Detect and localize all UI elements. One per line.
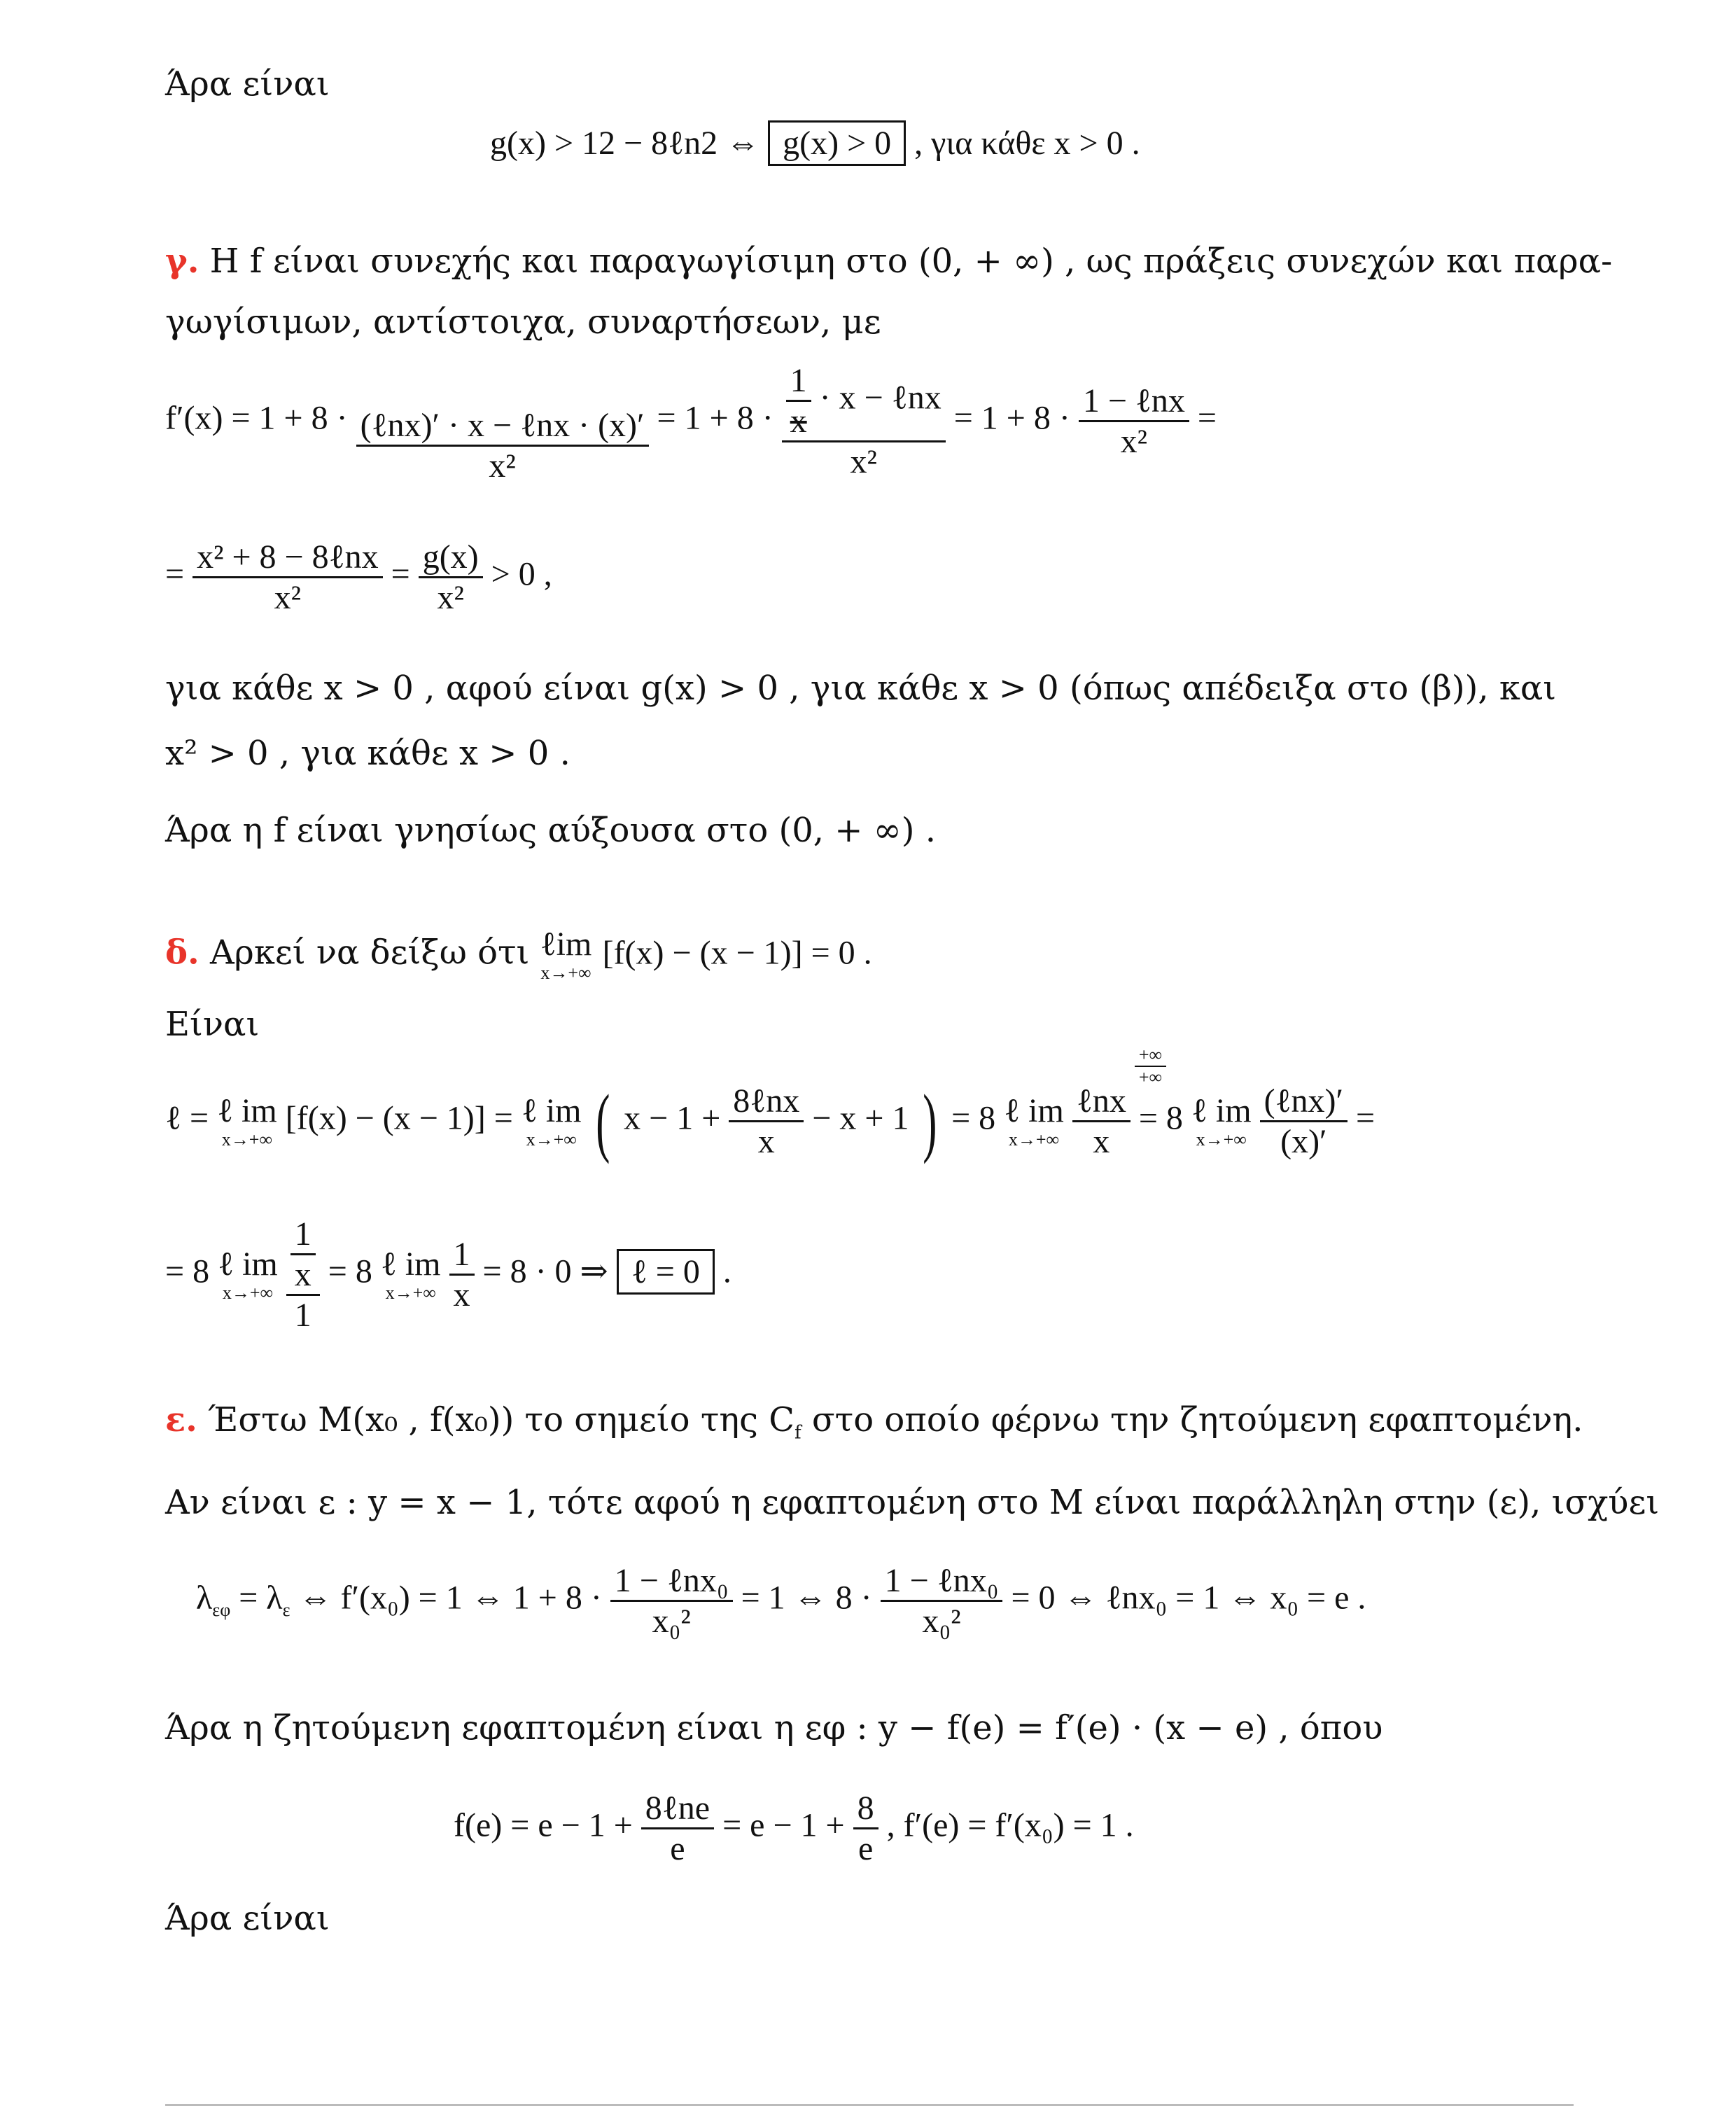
r1-lhopital-eq (1138, 1044, 1163, 1138)
right-paren: ) (923, 1078, 937, 1164)
deriv-frac1-num: (ℓnx)′ · x − ℓnx · (x)′ (356, 406, 649, 447)
lim-sub: x→+∞ (540, 963, 592, 983)
r2-eq: = 8 (328, 1253, 372, 1290)
deriv-lhs: f′(x) = 1 + 8 · (165, 399, 348, 437)
deriv-frac2-inner (786, 361, 811, 440)
formula-tail: , για κάθε x > 0 . (914, 125, 1140, 162)
section-d-line1 (165, 928, 872, 982)
cont-frac1-den: x² (274, 579, 302, 616)
section-e-text1: Έστω M(x₀ , f(x₀)) το σημείο της C (208, 1400, 794, 1439)
r2-frac1-inner (290, 1215, 316, 1294)
section-d-marker: δ. (165, 933, 200, 972)
eq-frac1 (610, 1561, 733, 1640)
formula-g-inequality (490, 120, 1140, 166)
r2-lim1-text: ℓ im (218, 1245, 278, 1283)
boxed-result: g(x) > 0 (768, 120, 906, 166)
cont-frac2 (419, 538, 483, 617)
section-d-lim (540, 928, 592, 982)
inner-den: x (790, 403, 807, 440)
r2-lim1-sub: x→+∞ (222, 1282, 274, 1303)
eq-e: = 0 ⇔ ℓnx₀ = 1 ⇔ x₀ = e . (1011, 1579, 1366, 1617)
cont-frac2-num: g(x) (419, 538, 483, 578)
eq-d: = 1 ⇔ 8 · (741, 1579, 872, 1617)
formula-text: g(x) > 12 − 8ℓn2 ⇔ (490, 125, 760, 162)
r2-dot: . (722, 1253, 732, 1290)
section-d-intro: Είναι (165, 1005, 260, 1044)
deriv-frac3-num: 1 − ℓnx (1079, 382, 1189, 422)
r1-frac3-num: (ℓnx)′ (1260, 1082, 1348, 1122)
r1-lim2 (522, 1094, 582, 1149)
r2-frac1-den: 1 (294, 1297, 312, 1334)
paragraph-ara-einai-1: Άρα είναι (165, 64, 330, 104)
r1-lim3 (1004, 1094, 1064, 1149)
r1-lim3-sub: x→+∞ (1008, 1129, 1060, 1150)
inf-den: +∞ (1138, 1066, 1163, 1087)
r1-a: [f(x) − (x − 1)] = (285, 1099, 513, 1137)
section-c-line1 (165, 242, 1612, 281)
r1-lim4-text: ℓ im (1191, 1092, 1252, 1129)
r1-lim3-text: ℓ im (1004, 1092, 1064, 1129)
section-c-line2: γωγίσιμων, αντίστοιχα, συναρτήσεων, με (165, 302, 881, 342)
r2-boxed: ℓ = 0 (617, 1249, 715, 1295)
cont-frac2-den: x² (437, 579, 464, 616)
r2-frac2-num: 1 (449, 1235, 475, 1276)
eq-a-sub: εφ (212, 1600, 231, 1621)
deriv-frac3-den: x² (1120, 423, 1148, 460)
tangent-condition (196, 1561, 1366, 1640)
section-c-text1: για κάθε x > 0 , αφού είναι g(x) > 0 , για κάθε x > 0 (όπως απέδειξα στο (β)), και (165, 669, 1557, 708)
cont-eq2: = (391, 555, 410, 593)
lim-text: ℓim (540, 926, 592, 963)
deriv-frac2-den: x² (850, 443, 877, 480)
eq-b: = λ (239, 1579, 283, 1617)
eq-frac2 (881, 1561, 1003, 1640)
fe-frac2 (853, 1789, 878, 1868)
cf-sub: f (794, 1422, 802, 1444)
r1-lim1-sub: x→+∞ (221, 1129, 272, 1150)
r1-frac3 (1260, 1082, 1348, 1161)
deriv-eq4: = (1197, 399, 1217, 437)
deriv-frac2-rest: · x − ℓnx (819, 379, 941, 417)
section-e-line2: Αν είναι ε : y = x − 1, τότε αφού η εφαπτομένη στο Μ είναι παράλληλη στην (ε), ισχύει (165, 1483, 1660, 1522)
derivative-equation (165, 357, 1217, 485)
footer-rule (165, 2104, 1574, 2106)
deriv-frac2-num (782, 361, 946, 442)
section-c-text2: x² > 0 , για κάθε x > 0 . (165, 734, 570, 773)
cont-tail: > 0 , (491, 555, 552, 593)
section-e-text1-tail: στο οποίο φέρνω την ζητούμενη εφαπτομένη. (811, 1400, 1583, 1439)
r2-lim2 (380, 1245, 441, 1303)
r2-lim2-text: ℓ im (380, 1245, 441, 1283)
r1-frac1 (729, 1082, 804, 1161)
r1-lim2-text: ℓ im (521, 1092, 582, 1129)
r2-frac2-den: x (453, 1276, 470, 1313)
cont-frac1 (192, 538, 383, 617)
r1-e: 8 (1166, 1099, 1183, 1137)
eq-frac2-den: x₀² (922, 1603, 961, 1640)
eq-frac2-num: 1 − ℓnx₀ (881, 1561, 1003, 1602)
deriv-frac1 (356, 406, 649, 485)
limit-row-1 (165, 1044, 1376, 1164)
inf-over-inf (1135, 1045, 1166, 1088)
r2-frac1 (286, 1215, 320, 1334)
cont-frac1-num: x² + 8 − 8ℓnx (192, 538, 383, 578)
fe-c: , f′(e) = f′(x₀) = 1 . (886, 1806, 1134, 1844)
r1-end: = (1356, 1099, 1376, 1137)
r1-frac1-den: x (757, 1123, 775, 1160)
derivative-equation-cont (165, 538, 552, 617)
r1-lim4-sub: x→+∞ (1196, 1129, 1247, 1150)
r1-frac3-den: (x)′ (1280, 1123, 1327, 1160)
eq-c: ⇔ f′(x₀) = 1 ⇔ 1 + 8 · (298, 1579, 602, 1617)
r1-c: − x + 1 (812, 1099, 909, 1137)
inf-num: +∞ (1135, 1045, 1166, 1067)
r2-frac2 (449, 1235, 475, 1314)
fe-frac2-num: 8 (853, 1789, 878, 1829)
r1-frac2-den: x (1093, 1123, 1110, 1160)
fe-b: = e − 1 + (722, 1806, 845, 1844)
r1-frac1-num: 8ℓnx (729, 1082, 804, 1122)
deriv-frac3 (1079, 382, 1189, 461)
left-paren: ( (595, 1078, 610, 1164)
r1-lim1-text: ℓ im (217, 1092, 277, 1129)
deriv-frac2 (782, 361, 946, 481)
fe-equation (454, 1789, 1134, 1868)
section-e-line3: Άρα η ζητούμενη εφαπτομένη είναι η εφ : y − f(e) = f′(e) · (x − e) , όπου (165, 1708, 1383, 1748)
r1-lim2-sub: x→+∞ (526, 1129, 577, 1150)
r1-d: = 8 (951, 1099, 996, 1137)
r2-inner-den: x (294, 1256, 312, 1293)
section-c-conclusion: Άρα η f είναι γνησίως αύξουσα στο (0, + ∞) . (165, 811, 936, 850)
r2-lim2-sub: x→+∞ (385, 1282, 436, 1303)
section-c-marker: γ. (165, 242, 200, 281)
inner-num: 1 (786, 361, 811, 402)
fe-frac2-den: e (858, 1830, 874, 1867)
section-d-lead-tail: [f(x) − (x − 1)] = 0 . (602, 934, 872, 972)
section-c-text1: Η f είναι συνεχής και παραγωγίσιμη στο (0, + ∞) , ως πράξεις συνεχών και παρα- (209, 242, 1613, 281)
section-e-marker: ε. (165, 1400, 197, 1439)
r1-start: ℓ = (165, 1099, 209, 1137)
eq-b-sub: ε (282, 1600, 290, 1621)
fe-frac1-num: 8ℓne (641, 1789, 714, 1829)
fe-a: f(e) = e − 1 + (454, 1806, 633, 1844)
deriv-eq3: = 1 + 8 · (953, 399, 1070, 437)
r2-tail: = 8 · 0 ⇒ (482, 1253, 608, 1290)
eq-frac1-num: 1 − ℓnx₀ (610, 1561, 733, 1602)
fe-frac1-den: e (670, 1830, 685, 1867)
r2-inner-num: 1 (290, 1215, 316, 1255)
r1-frac2 (1072, 1082, 1130, 1161)
r1-eq: = (1138, 1099, 1158, 1137)
section-e-line1 (165, 1400, 1583, 1444)
fe-frac1 (641, 1789, 714, 1868)
limit-row-2 (165, 1215, 732, 1334)
r2-start: = 8 (165, 1253, 210, 1290)
r1-lim4 (1191, 1094, 1252, 1149)
eq-frac1-den: x₀² (652, 1603, 691, 1640)
r1-lim1 (217, 1094, 277, 1149)
paragraph-ara-einai-2: Άρα είναι (165, 1899, 330, 1938)
cont-eq: = (165, 555, 185, 593)
r2-lim1 (218, 1245, 278, 1303)
r2-frac1-num (286, 1215, 320, 1296)
r1-frac2-num: ℓnx (1072, 1082, 1130, 1122)
r1-b: x − 1 + (624, 1099, 721, 1137)
deriv-frac1-den: x² (489, 447, 516, 484)
deriv-eq2: = 1 + 8 · (657, 399, 774, 437)
section-d-lead: Αρκεί να δείξω ότι (210, 933, 530, 972)
eq-a: λ (196, 1579, 213, 1617)
